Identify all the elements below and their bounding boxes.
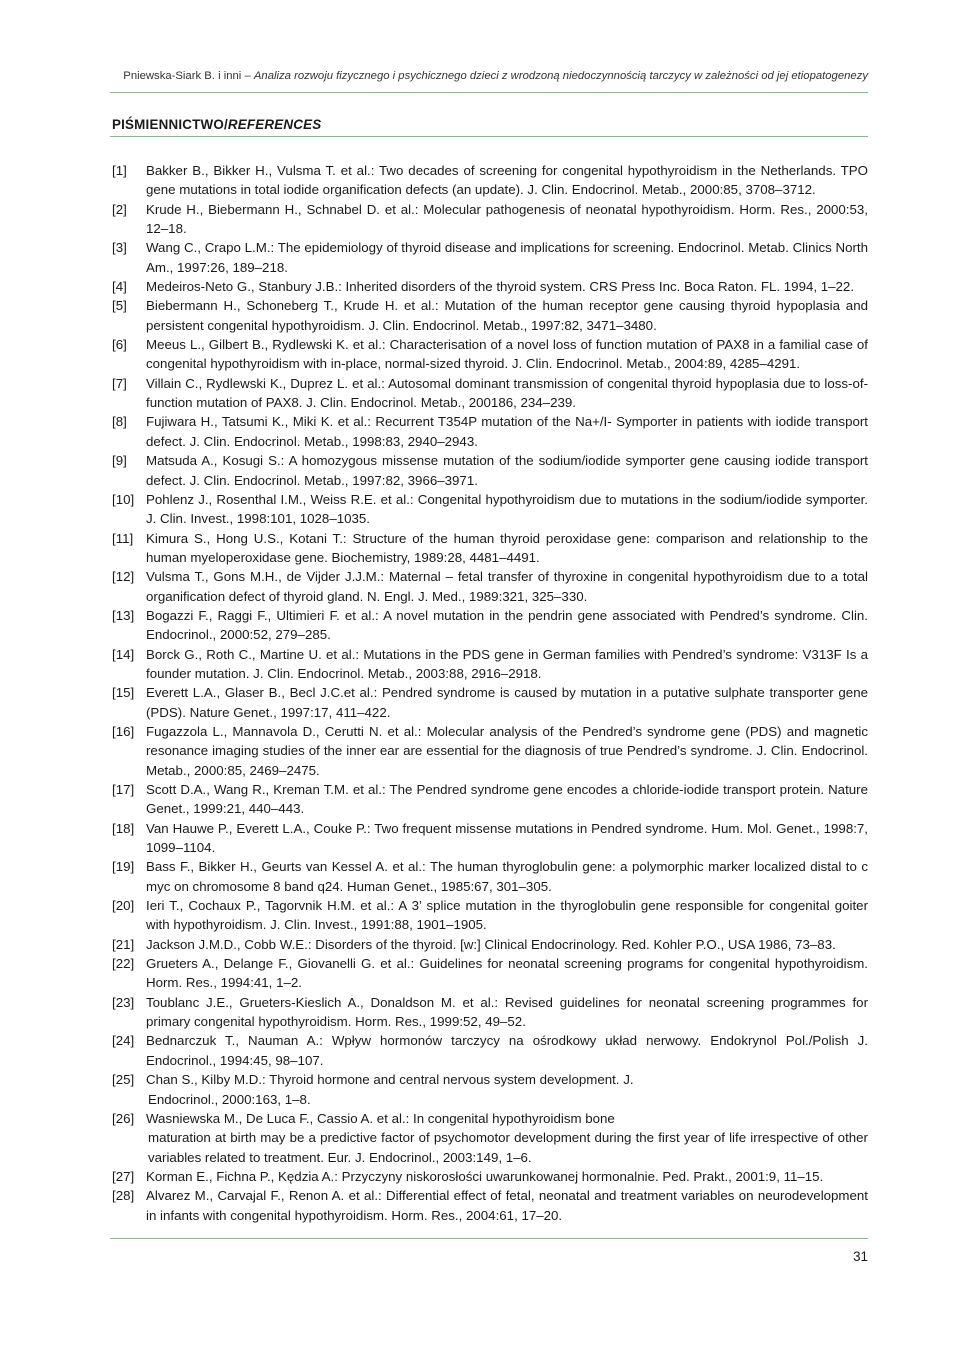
- reference-item: [112, 819, 868, 858]
- reference-citation: Grueters A., Delange F., Giovanelli G. et al.: Guidelines for neonatal screening programs for congenital hypothyroidism. Horm. Res., 1994:41, 1–2.: [146, 956, 868, 991]
- reference-text: [146, 683, 868, 722]
- reference-item: [112, 335, 868, 374]
- reference-item: [112, 1109, 868, 1167]
- reference-citation: Everett L.A., Glaser B., Becl J.C.et al.: Pendred syndrome is caused by mutation in a putative sulphate transporter gene (PDS). Nature Genet., 1997:17, 411–422.: [146, 685, 868, 720]
- footer-divider: [110, 1238, 868, 1239]
- reference-number: [13]: [112, 607, 135, 623]
- reference-text: [146, 819, 868, 858]
- reference-item: [112, 490, 868, 529]
- reference-citation: Bogazzi F., Raggi F., Ultimieri F. et al.: A novel mutation in the pendrin gene associated with Pendred’s syndrome. Clin. Endocrinol., 2000:52, 279–285.: [146, 607, 868, 643]
- reference-item: [112, 1167, 868, 1186]
- reference-text: [146, 722, 868, 780]
- reference-number: [21]: [112, 936, 135, 952]
- reference-citation: Biebermann H., Schoneberg T., Krude H. et al.: Mutation of the human receptor gene causing thyroid hypoplasia and persistent congenital hypothyroidism. J. Clin. Endocrinol. Metab., 1997:82, 3471–3480.: [146, 298, 868, 333]
- reference-number: [26]: [112, 1110, 135, 1126]
- reference-item: [112, 1031, 868, 1070]
- reference-number: [11]: [112, 530, 134, 546]
- reference-citation: Korman E., Fichna P., Kędzia A.: Przyczyny niskorosłości uwarunkowanej hormonalnie. Ped. Prakt., 2001:9, 11–15.: [146, 1168, 824, 1184]
- reference-citation: Jackson J.M.D., Cobb W.E.: Disorders of the thyroid. [w:] Clinical Endocrinology. Red. Kohler P.O., USA 1986, 73–83.: [146, 936, 836, 952]
- running-head-title: Analiza rozwoju fizycznego i psychicznego dzieci z wrodzoną niedoczynnością tarczycy w zależności od jej etiopatogenezy: [253, 70, 868, 82]
- page-number: 31: [853, 1249, 868, 1264]
- reference-text: [146, 896, 868, 935]
- reference-text: [146, 1070, 868, 1109]
- reference-number: [8]: [112, 414, 127, 430]
- reference-number: [27]: [112, 1168, 135, 1184]
- reference-text: [146, 335, 868, 374]
- reference-item: [112, 238, 868, 277]
- reference-number: [24]: [112, 1033, 135, 1049]
- reference-text: [146, 238, 868, 277]
- reference-item: [112, 1186, 868, 1225]
- reference-citation: Bednarczuk T., Nauman A.: Wpływ hormonów tarczycy na ośrodkowy układ nerwowy. Endokrynol Pol./Polish J. Endocrinol., 1994:45, 98–107.: [146, 1033, 868, 1068]
- running-head-authors: Pniewska-Siark B. i inni –: [123, 70, 254, 82]
- reference-list: [112, 161, 868, 1225]
- reference-citation: Alvarez M., Carvajal F., Renon A. et al.: Differential effect of fetal, neonatal and treatment variables on neurodevelopment in infants with congenital hypothyroidism. Horm. Res., 2004:61, 17–20.: [146, 1188, 868, 1223]
- reference-text: [146, 857, 868, 896]
- reference-citation: Scott D.A., Wang R., Kreman T.M. et al.: The Pendred syndrome gene encodes a chloride-iodide transport protein. Nature Genet., 1999:21, 440–443.: [146, 782, 868, 817]
- reference-citation: Van Hauwe P., Everett L.A., Couke P.: Two frequent missense mutations in Pendred syndrome. Hum. Mol. Genet., 1998:7, 1099–1104.: [146, 820, 868, 856]
- reference-citation: Krude H., Biebermann H., Schnabel D. et al.: Molecular pathogenesis of neonatal hypothyroidism. Horm. Res., 2000:53, 12–18.: [146, 201, 868, 237]
- reference-text: [146, 161, 868, 200]
- reference-citation: Meeus L., Gilbert B., Rydlewski K. et al.: Characterisation of a novel loss of function mutation of PAX8 in a familial case of congenital hypothyroidism with in-place, normal-sized thyroid. J. Clin. Endocrinol. Metab., 2004:89, 4285–4291.: [146, 337, 868, 372]
- reference-item: [112, 412, 868, 451]
- reference-text: [146, 1167, 868, 1186]
- reference-number: [19]: [112, 859, 135, 875]
- reference-citation: Ieri T., Cochaux P., Tagorvnik H.M. et al.: A 3’ splice mutation in the thyroglobulin gene responsible for congenital goiter with hypothyroidism. J. Clin. Invest., 1991:88, 1901–1905.: [146, 898, 868, 933]
- running-head: [110, 70, 868, 82]
- reference-number: [1]: [112, 163, 127, 178]
- reference-text: [146, 954, 868, 993]
- reference-item: [112, 993, 868, 1032]
- reference-item: [112, 277, 868, 296]
- reference-number: [9]: [112, 453, 127, 469]
- reference-citation: Pohlenz J., Rosenthal I.M., Weiss R.E. et al.: Congenital hypothyroidism due to mutations in the sodium/iodide symporter. J. Clin. Invest., 1998:101, 1028–1035.: [146, 491, 868, 527]
- section-title-main: PIŚMIENNICTWO/: [112, 117, 228, 132]
- reference-continuation: Endocrinol., 2000:163, 1–8.: [148, 1091, 311, 1107]
- header-divider: [110, 92, 868, 93]
- section-title: [112, 117, 321, 132]
- reference-citation: Wasniewska M., De Luca F., Cassio A. et al.: In congenital hypothyroidism bone: [146, 1110, 615, 1126]
- reference-number: [7]: [112, 375, 127, 391]
- reference-item: [112, 567, 868, 606]
- reference-continuation: maturation at birth may be a predictive factor of psychomotor development during the first year of life irrespective of other variables related to treatment. Eur. J. Endocrinol., 2003:149, 1–6.: [148, 1130, 868, 1165]
- reference-text: [146, 780, 868, 819]
- reference-item: [112, 857, 868, 896]
- reference-text: [146, 529, 868, 568]
- reference-number: [2]: [112, 201, 127, 217]
- reference-text: [146, 296, 868, 335]
- reference-text: [146, 1186, 868, 1225]
- reference-text: [146, 412, 868, 451]
- reference-text: [146, 451, 868, 490]
- reference-number: [5]: [112, 298, 127, 314]
- reference-number: [14]: [112, 646, 135, 662]
- reference-item: [112, 780, 868, 819]
- reference-citation: Toublanc J.E., Grueters-Kieslich A., Donaldson M. et al.: Revised guidelines for neonatal screening programmes for primary congenital hypothyroidism. Horm. Res., 1999:52, 49–52.: [146, 994, 868, 1030]
- reference-item: [112, 645, 868, 684]
- reference-text: [146, 374, 868, 413]
- section-title-italic: REFERENCES: [227, 117, 322, 132]
- reference-text: [146, 567, 868, 606]
- reference-number: [6]: [112, 337, 127, 353]
- reference-item: [112, 529, 868, 568]
- reference-citation: Vulsma T., Gons M.H., de Vijder J.J.M.: Maternal – fetal transfer of thyroxine in congenital hypothyroidism due to a total organification defect of thyroid gland. N. Engl. J. Med., 1989:321, 325–330.: [146, 569, 868, 604]
- reference-number: [10]: [112, 491, 135, 507]
- reference-item: [112, 683, 868, 722]
- reference-text: [146, 645, 868, 684]
- reference-text: [146, 606, 868, 645]
- reference-citation: Bass F., Bikker H., Geurts van Kessel A. et al.: The human thyroglobulin gene: a polymorphic marker localized distal to c myc on chromosome 8 band q24. Human Genet., 1985:67, 301–305.: [146, 859, 868, 894]
- reference-number: [25]: [112, 1072, 135, 1088]
- reference-text: [146, 200, 868, 239]
- reference-number: [22]: [112, 956, 135, 972]
- reference-text: [146, 1109, 868, 1167]
- reference-number: [12]: [112, 569, 135, 585]
- reference-item: [112, 1070, 868, 1109]
- reference-text: [146, 935, 868, 954]
- reference-number: [3]: [112, 240, 127, 256]
- reference-item: [112, 935, 868, 954]
- title-divider: [110, 136, 868, 137]
- reference-citation: Bakker B., Bikker H., Vulsma T. et al.: Two decades of screening for congenital hypothyroidism in the Netherlands. TPO gene mutations in total iodide organification defects (an update). J. Clin. Endocrinol. Metab., 2000:85, 3708–3712.: [146, 163, 868, 198]
- reference-number: [16]: [112, 723, 135, 739]
- reference-number: [23]: [112, 994, 135, 1010]
- reference-text: [146, 277, 868, 296]
- reference-item: [112, 954, 868, 993]
- reference-citation: Borck G., Roth C., Martine U. et al.: Mutations in the PDS gene in German families with Pendred’s syndrome: V313F Is a founder mutation. J. Clin. Endocrinol. Metab., 2003:88, 2916–2918.: [146, 646, 868, 681]
- reference-citation: Kimura S., Hong U.S., Kotani T.: Structure of the human thyroid peroxidase gene: comparison and relationship to the human myeloperoxidase gene. Biochemistry, 1989:28, 4481–4491.: [146, 530, 868, 565]
- reference-citation: Wang C., Crapo L.M.: The epidemiology of thyroid disease and implications for screening. Endocrinol. Metab. Clinics North Am., 1997:26, 189–218.: [146, 240, 868, 275]
- reference-item: [112, 606, 868, 645]
- reference-number: [17]: [112, 782, 135, 797]
- reference-item: [112, 200, 868, 239]
- reference-item: [112, 374, 868, 413]
- reference-item: [112, 296, 868, 335]
- reference-number: [28]: [112, 1188, 135, 1204]
- reference-item: [112, 161, 868, 200]
- reference-number: [18]: [112, 820, 135, 836]
- reference-citation: Fujiwara H., Tatsumi K., Miki K. et al.: Recurrent T354P mutation of the Na+/I- Symporter in patients with iodide transport defect. J. Clin. Endocrinol. Metab., 1998:83, 2940–2943.: [146, 414, 868, 449]
- reference-citation: Matsuda A., Kosugi S.: A homozygous missense mutation of the sodium/iodide symporter gene causing iodide transport defect. J. Clin. Endocrinol. Metab., 1997:82, 3966–3971.: [146, 453, 868, 488]
- reference-number: [15]: [112, 685, 135, 701]
- reference-number: [4]: [112, 279, 127, 295]
- reference-item: [112, 722, 868, 780]
- reference-text: [146, 490, 868, 529]
- reference-citation: Fugazzola L., Mannavola D., Cerutti N. et al.: Molecular analysis of the Pendred’s syndrome gene (PDS) and magnetic resonance imaging studies of the inner ear are essential for the diagnosis of true Pendred’s syndrome. J. Clin. Endocrinol. Metab., 2000:85, 2469–2475.: [146, 723, 868, 778]
- reference-citation: Medeiros-Neto G., Stanbury J.B.: Inherited disorders of the thyroid system. CRS Press Inc. Boca Raton. FL. 1994, 1–22.: [146, 279, 855, 295]
- reference-item: [112, 451, 868, 490]
- reference-text: [146, 993, 868, 1032]
- reference-citation: Villain C., Rydlewski K., Duprez L. et al.: Autosomal dominant transmission of congenital thyroid hypoplasia due to loss-of-function mutation of PAX8. J. Clin. Endocrinol. Metab., 200186, 234–239.: [146, 375, 868, 411]
- reference-number: [20]: [112, 898, 135, 914]
- reference-item: [112, 896, 868, 935]
- reference-text: [146, 1031, 868, 1070]
- reference-citation: Chan S., Kilby M.D.: Thyroid hormone and central nervous system development. J.: [146, 1072, 634, 1088]
